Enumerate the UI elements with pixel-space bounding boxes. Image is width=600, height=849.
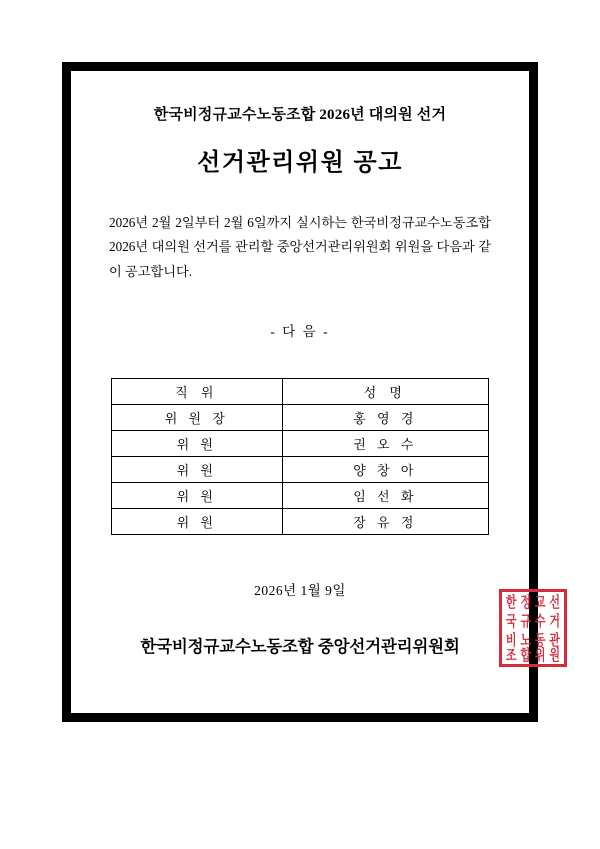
members-table <box>111 378 489 535</box>
seal-character: 관 <box>549 632 561 649</box>
cell-name: 권 오 수 <box>282 431 488 457</box>
seal-character: 동 <box>534 632 546 649</box>
page-title: 선거관리위원 공고 <box>197 149 403 176</box>
cell-position: 위 원 <box>112 431 283 457</box>
body-paragraph: 2026년 2월 2일부터 2월 6일까지 실시하는 한국비정규교수노동조합 2026년 대의원 선거를 관리할 중앙선거관리위원회 위원을 다음과 같이 공고합니다. <box>109 215 491 279</box>
seal-character: 선 <box>549 594 561 611</box>
table-header-row <box>112 379 489 405</box>
seal-character: 합 <box>520 647 532 664</box>
seal-character: 위 <box>534 647 546 664</box>
notice-frame <box>62 62 561 722</box>
cell-name: 양 창 아 <box>282 457 488 483</box>
table-row <box>112 509 489 535</box>
seal-character: 국 <box>505 613 517 630</box>
da-eum-marker: - 다 음 - <box>270 324 330 340</box>
cell-name: 홍 영 경 <box>282 405 488 431</box>
seal-character: 조 <box>505 647 517 664</box>
table-row <box>112 405 489 431</box>
seal-character: 한 <box>505 594 517 611</box>
members-table-wrapper <box>105 378 495 535</box>
seal-character: 규 <box>520 613 532 630</box>
issuer-signature: 한국비정규교수노동조합 중앙선거관리위원회 <box>140 638 460 656</box>
table-row <box>112 483 489 509</box>
cell-name: 임 선 화 <box>282 483 488 509</box>
seal-character: 노 <box>520 632 532 649</box>
issue-date: 2026년 1월 9일 <box>254 583 346 599</box>
seal-character: 거 <box>549 613 561 630</box>
seal-character: 비 <box>505 632 517 649</box>
table-header-position: 직 위 <box>112 379 283 405</box>
official-seal-stamp <box>499 589 567 667</box>
seal-character: 수 <box>534 613 546 630</box>
seal-character: 정 <box>520 594 532 611</box>
seal-character: 원 <box>549 647 561 664</box>
table-header-name: 성 명 <box>282 379 488 405</box>
subject-line: 한국비정규교수노동조합 2026년 대의원 선거 <box>153 107 447 123</box>
cell-position: 위 원 <box>112 483 283 509</box>
cell-name: 장 유 정 <box>282 509 488 535</box>
cell-position: 위 원 <box>112 457 283 483</box>
table-row <box>112 431 489 457</box>
seal-character: 교 <box>534 594 546 611</box>
signature-row <box>71 633 529 657</box>
notice-content <box>71 71 561 713</box>
cell-position: 위 원 <box>112 509 283 535</box>
cell-position: 위 원 장 <box>112 405 283 431</box>
table-row <box>112 457 489 483</box>
